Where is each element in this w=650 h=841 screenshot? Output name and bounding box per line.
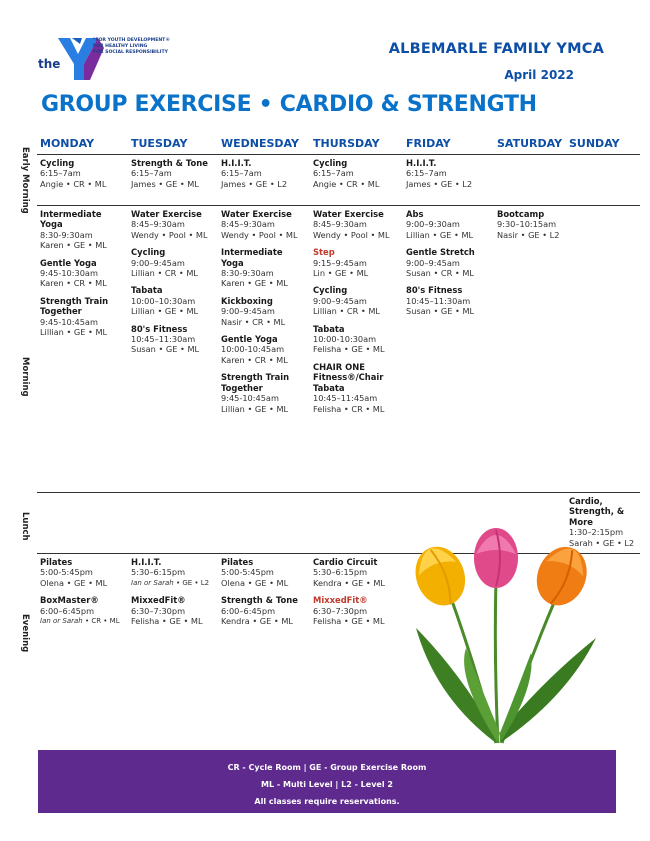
class-instructor-room-level: Wendy • Pool • ML bbox=[313, 229, 390, 240]
class-instructor-room-level: Karen • GE • ML bbox=[40, 240, 107, 251]
cell-early-morning-monday bbox=[40, 158, 128, 196]
class-time: 5:00-5:45pm bbox=[221, 567, 274, 578]
divider-morning bbox=[37, 205, 640, 206]
class-entry bbox=[131, 209, 219, 240]
class-instructor-room-level: Nasir • CR • ML bbox=[221, 316, 286, 327]
cell-morning-tuesday bbox=[131, 209, 219, 362]
class-instructor-room-level: Lillian • GE • ML bbox=[406, 229, 474, 240]
class-name: Cardio, Strength, & More bbox=[569, 496, 625, 527]
class-time: 8:30-9:30am bbox=[40, 229, 93, 240]
class-time: 6:15–7am bbox=[131, 168, 172, 179]
class-time: 6:15–7am bbox=[40, 168, 81, 179]
cell-early-morning-thursday bbox=[313, 158, 401, 196]
day-header-saturday: SATURDAY bbox=[497, 137, 563, 150]
day-header-monday: MONDAY bbox=[40, 137, 95, 150]
class-instructor-room-level: Karen • GE • ML bbox=[221, 278, 288, 289]
class-entry bbox=[313, 324, 401, 355]
class-time: 10:00-10:30am bbox=[313, 334, 377, 345]
class-entry bbox=[40, 258, 124, 289]
class-name: Intermediate Yoga bbox=[40, 209, 102, 230]
title-part-1: GROUP EXERCISE bbox=[41, 92, 252, 117]
class-name: MixxedFit® bbox=[131, 595, 186, 606]
class-name: H.I.I.T. bbox=[406, 158, 437, 168]
class-instructor-room-level: Karen • CR • ML bbox=[221, 354, 288, 365]
cell-morning-thursday bbox=[313, 209, 401, 421]
class-entry bbox=[131, 324, 219, 355]
class-name: 80's Fitness bbox=[131, 323, 188, 334]
class-instructor-room-level: Susan • GE • ML bbox=[406, 306, 475, 317]
class-entry bbox=[313, 285, 401, 316]
cell-early-morning-wednesday bbox=[221, 158, 309, 196]
class-name: Strength & Tone bbox=[131, 158, 208, 168]
class-entry bbox=[406, 158, 494, 189]
class-instructor-room-level: Kendra • GE • ML bbox=[221, 616, 293, 627]
class-time: 10:45–11:45am bbox=[313, 393, 378, 404]
class-time: 6:15–7am bbox=[221, 168, 262, 179]
class-instructor-room-level: Lin • GE • ML bbox=[313, 268, 369, 279]
class-time: 5:30–6:15pm bbox=[131, 567, 186, 578]
divider-early-morning bbox=[37, 154, 640, 155]
class-instructor-room-level: James • GE • L2 bbox=[221, 178, 288, 189]
class-entry bbox=[313, 362, 401, 414]
class-time: 6:15–7am bbox=[406, 168, 447, 179]
class-name: BoxMaster® bbox=[40, 595, 99, 606]
class-time: 8:45–9:30am bbox=[221, 219, 275, 230]
class-name: Cycling bbox=[40, 158, 75, 168]
class-entry bbox=[406, 209, 494, 240]
class-instructor-room-level: Olena • GE • ML bbox=[40, 577, 108, 588]
page-title bbox=[41, 92, 537, 117]
class-time: 5:00-5:45pm bbox=[40, 567, 93, 578]
class-entry bbox=[131, 247, 219, 278]
class-entry bbox=[40, 158, 128, 189]
class-name: Kickboxing bbox=[221, 295, 273, 306]
legend-footer bbox=[38, 750, 616, 813]
divider-lunch bbox=[37, 492, 640, 493]
class-instructor-room-level: Lillian • GE • ML bbox=[221, 403, 289, 414]
class-time: 6:15–7am bbox=[313, 168, 354, 179]
logo-tagline: "FOR YOUTH DEVELOPMENT® FOR HEALTHY LIVING FOR SOCIAL RESPONSIBILITY bbox=[93, 38, 170, 55]
class-time: 9:45-10:45am bbox=[40, 316, 98, 327]
class-name: H.I.I.T. bbox=[221, 158, 252, 168]
class-entry bbox=[497, 209, 569, 240]
class-name: Intermediate Yoga bbox=[221, 247, 283, 268]
day-header-tuesday: TUESDAY bbox=[131, 137, 188, 150]
class-instructor-room-level: Felisha • GE • ML bbox=[313, 344, 385, 355]
class-name: H.I.I.T. bbox=[131, 557, 162, 567]
class-instructor-room-level: Felisha • CR • ML bbox=[313, 403, 385, 414]
day-header-sunday: SUNDAY bbox=[569, 137, 620, 150]
class-entry bbox=[313, 209, 401, 240]
class-instructor-room-level: Lillian • CR • ML bbox=[313, 306, 380, 317]
section-label-lunch: Lunch bbox=[20, 512, 30, 541]
legend-line-levels: ML - Multi Level | L2 - Level 2 bbox=[261, 780, 393, 789]
class-entry bbox=[406, 285, 494, 316]
class-instructor-room-level: Wendy • Pool • ML bbox=[221, 229, 298, 240]
class-time: 6:00–6:45pm bbox=[40, 605, 95, 616]
class-time: 9:00–9:45am bbox=[406, 257, 460, 268]
class-time: 8:45–9:30am bbox=[131, 219, 185, 230]
class-time: 9:00–9:45am bbox=[221, 306, 275, 317]
class-entry bbox=[221, 334, 307, 365]
class-time: 9:45-10:45am bbox=[221, 393, 279, 404]
class-instructor-room-level: Felisha • GE • ML bbox=[131, 616, 203, 627]
class-time: 9:00–9:45am bbox=[131, 257, 185, 268]
class-instructor-room-level: Angie • CR • ML bbox=[313, 178, 380, 189]
cell-morning-friday bbox=[406, 209, 494, 324]
class-name: Gentle Stretch bbox=[406, 247, 475, 258]
class-name: Strength & Tone bbox=[221, 595, 298, 606]
class-entry bbox=[406, 247, 494, 278]
class-entry bbox=[221, 296, 307, 327]
class-time: 10:00-10:45am bbox=[221, 344, 285, 355]
cell-evening-tuesday bbox=[131, 557, 219, 633]
class-time: 10:45–11:30am bbox=[406, 295, 471, 306]
class-instructor-room-level: Olena • GE • ML bbox=[221, 577, 289, 588]
section-label-evening: Evening bbox=[20, 614, 30, 653]
class-name: Step bbox=[313, 247, 335, 258]
cell-evening-thursday bbox=[313, 557, 401, 633]
class-entry bbox=[221, 595, 309, 626]
class-entry bbox=[313, 158, 401, 189]
day-header-friday: FRIDAY bbox=[406, 137, 451, 150]
class-name: Pilates bbox=[40, 557, 73, 567]
class-time: 9:45-10:30am bbox=[40, 268, 98, 279]
class-name: Cycling bbox=[131, 247, 166, 258]
class-name: Abs bbox=[406, 209, 424, 219]
day-header-thursday: THURSDAY bbox=[313, 137, 380, 150]
class-time: 8:30-9:30am bbox=[221, 268, 274, 279]
class-instructor-room-level: Lillian • GE • ML bbox=[40, 327, 108, 338]
class-entry bbox=[221, 557, 309, 588]
class-name: Cycling bbox=[313, 158, 348, 168]
class-entry bbox=[221, 209, 307, 240]
section-label-morning: Morning bbox=[20, 357, 30, 397]
class-name: Strength Train Together bbox=[40, 295, 109, 317]
class-name: Gentle Yoga bbox=[40, 257, 97, 268]
class-name: Bootcamp bbox=[497, 209, 545, 219]
class-entry bbox=[313, 247, 401, 278]
class-instructor-room-level: Susan • CR • ML bbox=[406, 268, 474, 279]
class-instructor-room-level: Kendra • GE • ML bbox=[313, 577, 385, 588]
class-name: Strength Train Together bbox=[221, 372, 290, 393]
class-time: 6:30–7:30pm bbox=[313, 605, 368, 616]
class-name: 80's Fitness bbox=[406, 285, 463, 296]
class-entry bbox=[221, 372, 307, 414]
org-name: ALBEMARLE FAMILY YMCA bbox=[388, 41, 604, 57]
class-entry bbox=[131, 557, 219, 588]
class-entry bbox=[40, 557, 130, 588]
class-time: 1:30–2:15pm bbox=[569, 527, 624, 538]
class-name: Pilates bbox=[221, 557, 254, 567]
class-name: Water Exercise bbox=[131, 209, 202, 219]
class-time: 10:45–11:30am bbox=[131, 334, 196, 345]
class-entry bbox=[221, 247, 307, 289]
cell-evening-monday bbox=[40, 557, 130, 633]
class-instructor-room-level: Sarah • GE • L2 bbox=[569, 537, 635, 548]
class-time: 9:00–9:45am bbox=[313, 295, 367, 306]
class-instructor-room-level: Angie • CR • ML bbox=[40, 178, 107, 189]
class-instructor-room-level: Ian or Sarah • GE • L2 bbox=[131, 578, 210, 587]
class-entry bbox=[131, 595, 219, 626]
class-time: 9:15–9:45am bbox=[313, 257, 367, 268]
class-instructor-room-level: Lillian • GE • ML bbox=[131, 306, 199, 317]
logo-text: the bbox=[38, 57, 61, 71]
class-entry bbox=[40, 209, 124, 251]
cell-early-morning-friday bbox=[406, 158, 494, 196]
class-name: Gentle Yoga bbox=[221, 334, 278, 345]
class-entry bbox=[131, 285, 219, 316]
cell-evening-wednesday bbox=[221, 557, 309, 633]
class-time: 9:30–10:15am bbox=[497, 219, 557, 230]
class-time: 6:00–6:45pm bbox=[221, 605, 276, 616]
class-time: 8:45–9:30am bbox=[313, 219, 367, 230]
class-time: 9:00–9:30am bbox=[406, 219, 460, 230]
class-time: 6:30–7:30pm bbox=[131, 605, 186, 616]
class-name: CHAIR ONE Fitness®/Chair Tabata bbox=[313, 361, 384, 393]
class-instructor-room-level: James • GE • ML bbox=[131, 178, 199, 189]
class-instructor-room-level: Susan • GE • ML bbox=[131, 344, 200, 355]
cell-morning-wednesday bbox=[221, 209, 307, 421]
class-instructor-room-level: Ian or Sarah • CR • ML bbox=[40, 617, 120, 626]
class-name: Water Exercise bbox=[221, 209, 292, 219]
class-instructor-room-level: Felisha • GE • ML bbox=[313, 616, 385, 627]
cell-morning-saturday bbox=[497, 209, 569, 247]
class-name: Cardio Circuit bbox=[313, 557, 378, 567]
title-separator: • bbox=[258, 92, 273, 117]
tulips-illustration bbox=[396, 528, 636, 748]
class-instructor-room-level: James • GE • L2 bbox=[406, 178, 473, 189]
class-instructor-room-level: Karen • CR • ML bbox=[40, 278, 107, 289]
class-time: 10:00–10:30am bbox=[131, 295, 196, 306]
class-instructor-room-level: Lillian • CR • ML bbox=[131, 268, 198, 279]
class-entry bbox=[131, 158, 219, 189]
cell-morning-monday bbox=[40, 209, 124, 344]
class-time: 5:30–6:15pm bbox=[313, 567, 368, 578]
section-label-early-morning: Early Morning bbox=[20, 147, 30, 214]
title-part-2: CARDIO & STRENGTH bbox=[279, 92, 537, 117]
class-instructor-room-level: Nasir • GE • L2 bbox=[497, 229, 560, 240]
cell-early-morning-tuesday bbox=[131, 158, 219, 196]
class-name: Tabata bbox=[313, 323, 345, 334]
class-name: Tabata bbox=[131, 285, 163, 296]
month-label: April 2022 bbox=[504, 68, 574, 82]
class-entry bbox=[40, 296, 124, 338]
reservation-note: All classes require reservations. bbox=[254, 797, 400, 806]
class-entry bbox=[221, 158, 309, 189]
class-entry bbox=[313, 557, 401, 588]
class-instructor-room-level: Wendy • Pool • ML bbox=[131, 229, 208, 240]
legend-line-rooms: CR - Cycle Room | GE - Group Exercise Room bbox=[227, 763, 427, 772]
class-name: Cycling bbox=[313, 285, 348, 296]
class-entry bbox=[40, 595, 130, 626]
class-name: Water Exercise bbox=[313, 209, 384, 219]
class-name: MixxedFit® bbox=[313, 595, 368, 606]
class-entry bbox=[313, 595, 401, 626]
day-header-wednesday: WEDNESDAY bbox=[221, 137, 299, 150]
